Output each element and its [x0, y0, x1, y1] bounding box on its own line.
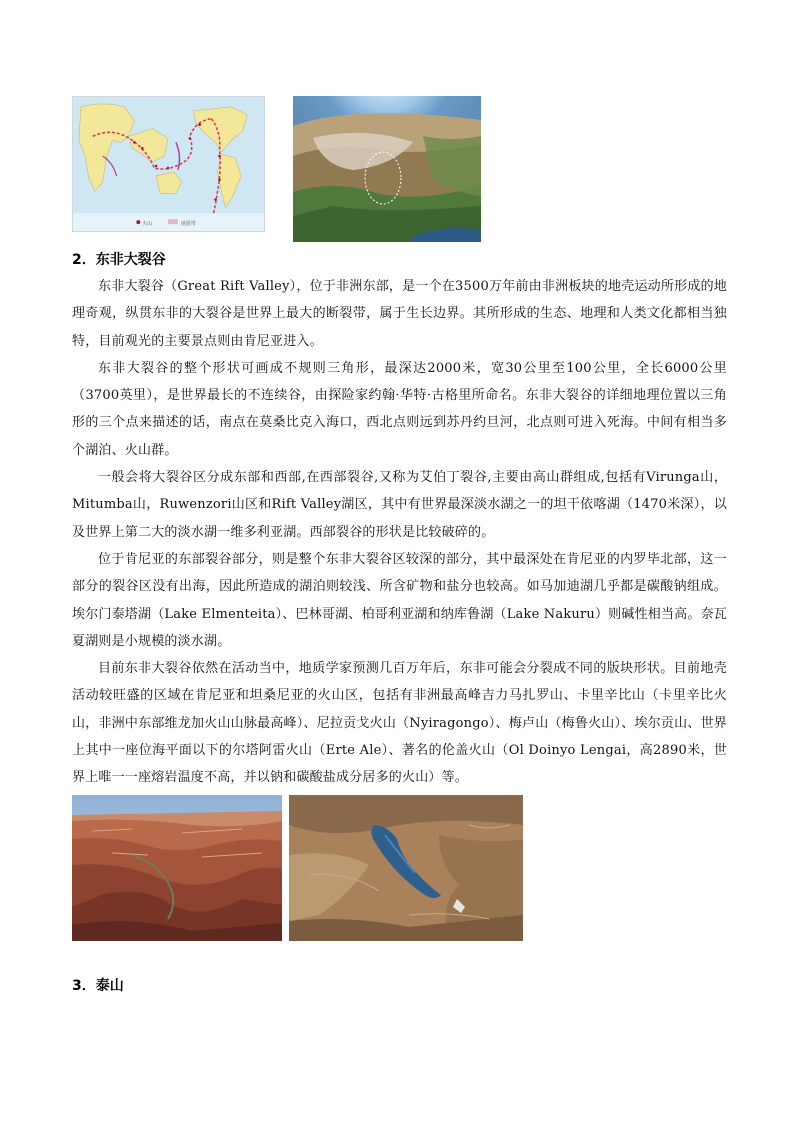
canyon-photo [72, 795, 282, 941]
legend-volcano-label: 火山 [142, 221, 153, 228]
section-heading-taishan: 3．泰山 [72, 978, 124, 994]
legend-belt-label: 地震带 [180, 221, 196, 228]
section-heading-rift-valley: 2．东非大裂谷 [72, 252, 166, 268]
section-body [72, 273, 727, 792]
rift-lake-aerial-photo [289, 795, 523, 941]
paragraph: 一般会将大裂谷区分成东部和西部,在西部裂谷,又称为艾伯丁裂谷,主要由高山群组成,包括有Virunga山，Mitumba山，Ruwenzori山区和Rift Valley湖区，其中有世界最深淡水湖之一的坦干依喀湖（1470米深），以及世界上第二大的淡水湖一维多利亚湖。西部裂谷的形状是比较破碎的。 [72, 470, 727, 540]
satellite-terrain-image [293, 96, 481, 242]
paragraph: 东非大裂谷（Great Rift Valley），位于非洲东部，是一个在3500万年前由非洲板块的地壳运动所形成的地理奇观，纵贯东非的大裂谷是世界上最大的断裂带，属于生长边界。其所形成的生态、地理和人类文化都相当独特，目前观光的主要景点则由肯尼亚进入。 [72, 279, 727, 349]
paragraph: 目前东非大裂谷依然在活动当中，地质学家预测几百万年后，东非可能会分裂成不同的版块形状。目前地壳活动较旺盛的区域在肯尼亚和坦桑尼亚的火山区，包括有非洲最高峰吉力马扎罗山、卡里辛比山（卡里辛比火山，非洲中东部维龙加火山山脉最高峰）、尼拉贡戈火山（Nyiragongo）、梅卢山（梅鲁火山）、埃尔贡山、世界上其中一座位海平面以下的尔塔阿雷火山（Erte Ale）、著名的伦盖火山（Ol Doinyo Lengai，高2890米，世界上唯一一座熔岩温度不高，并以钠和碳酸盐成分居多的火山）等。 [72, 661, 727, 786]
plate-boundary-map-image [72, 96, 265, 232]
paragraph: 东非大裂谷的整个形状可画成不规则三角形，最深达2000米，宽30公里至100公里，全长6000公里（3700英里），是世界最长的不连续谷，由探险家约翰·华特·古格里所命名。东非大裂谷的详细地理位置以三角形的三个点来描述的话，南点在莫桑比克入海口，西北点则远到苏丹约旦河，北点则可进入死海。中间有相当多个湖泊、火山群。 [72, 360, 727, 458]
paragraph: 位于肯尼亚的东部裂谷部分，则是整个东非大裂谷区较深的部分，其中最深处在肯尼亚的内罗毕北部，这一部分的裂谷区没有出海，因此所造成的湖泊则较浅、所含矿物和盐分也较高。如马加迪湖几乎都是碳酸钠组成。埃尔门泰塔湖（Lake Elmenteita）、巴林哥湖、柏哥利亚湖和纳库鲁湖（Lake Nakuru）则碱性相当高。奈瓦夏湖则是小规模的淡水湖。 [72, 551, 727, 649]
